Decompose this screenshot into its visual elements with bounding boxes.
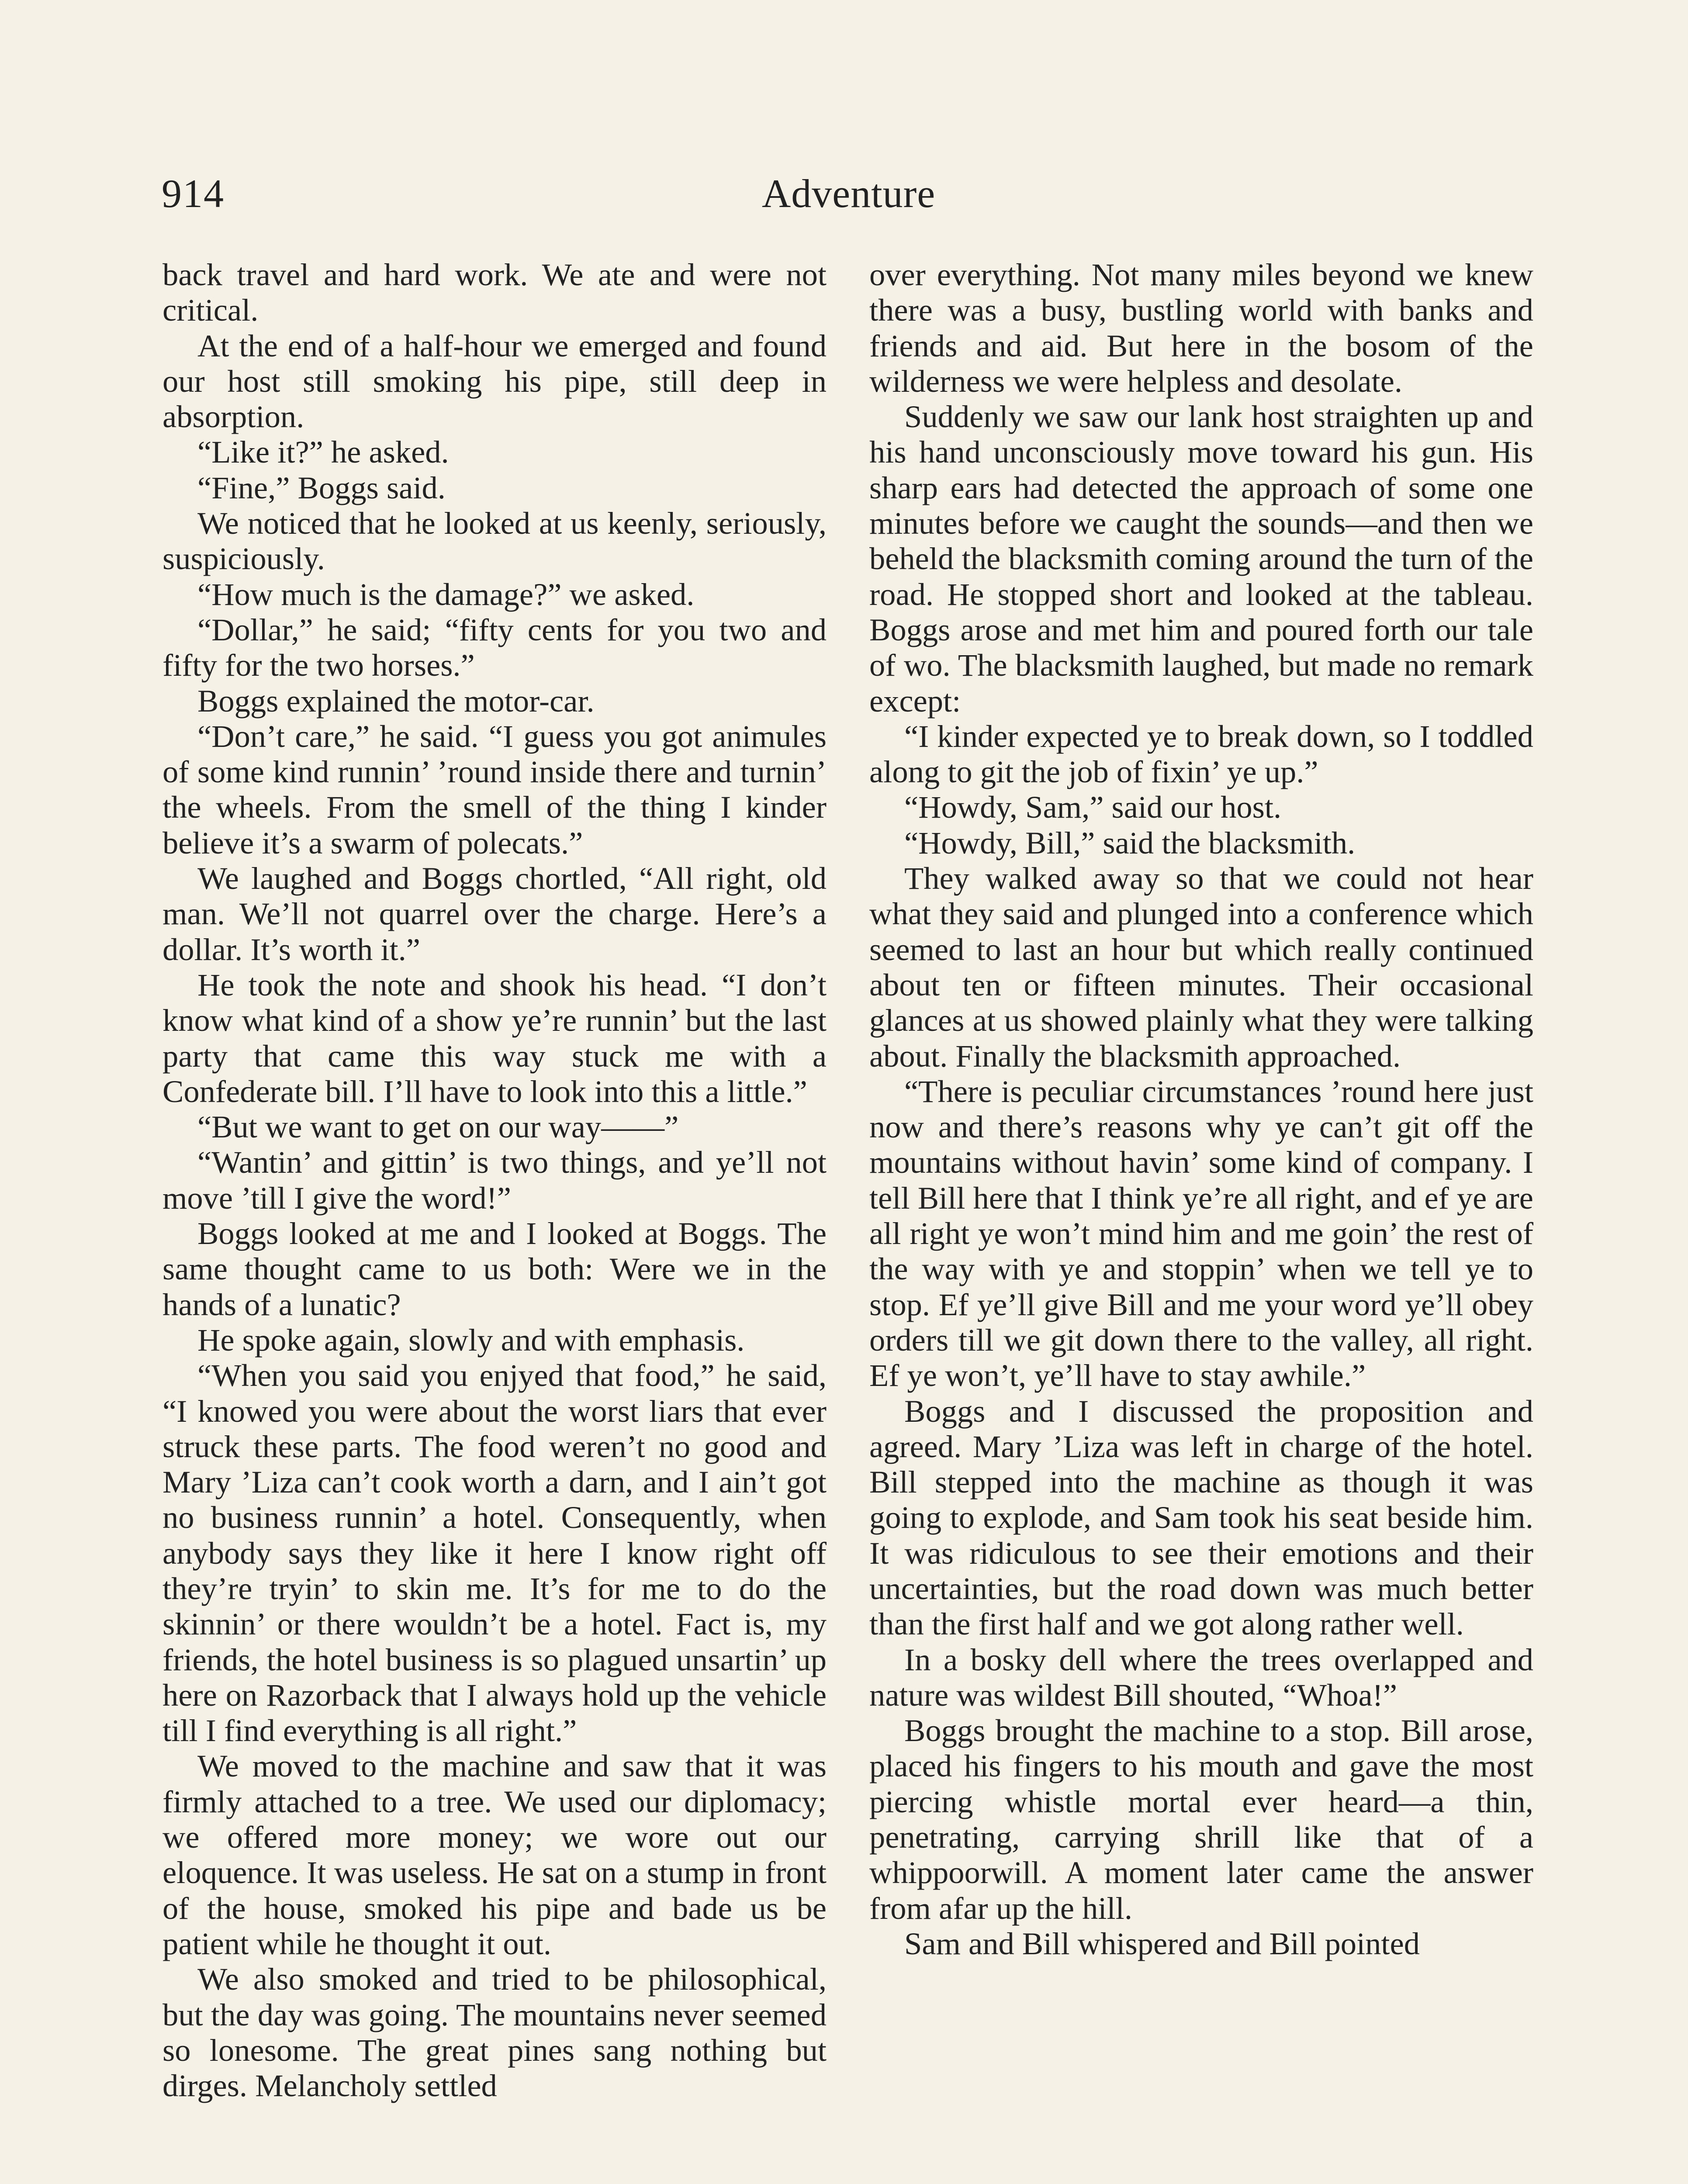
paragraph: At the end of a half-hour we emerged and found our host still smoking his pipe, still deep in absorption. [163, 328, 827, 435]
paragraph: We moved to the machine and saw that it was firmly attached to a tree. We used our diplomacy; we offered more money; we wore out our eloquence. It was useless. He sat on a stump in front of the house, smoked his pipe and bade us be patient while he thought it out. [163, 1748, 827, 1961]
paragraph: “Fine,” Boggs said. [197, 470, 446, 505]
paragraph: Boggs looked at me and I looked at Boggs. The same thought came to us both: Were we in the hands of a lunatic? [163, 1216, 827, 1322]
paragraph: Boggs and I discussed the proposition and agreed. Mary ’Liza was left in charge of the hotel. Bill stepped into the machine as though it was going to explode, and Sam took his seat beside him. It was ridiculous to see their emotions and their uncertainties, but the road down was much better than the first half and we got along rather well. [869, 1393, 1533, 1642]
paragraph: “Dollar,” he said; “fifty cents for you two and fifty for the two horses.” [163, 612, 827, 683]
paragraph: “Like it?” he asked. [197, 434, 449, 470]
paragraph: “Don’t care,” he said. “I guess you got animules of some kind runnin’ ’round inside there and turnin’ the wheels. From the smell of the thing I kinder believe it’s a swarm of polecats.” [163, 718, 827, 860]
page-header [162, 170, 1536, 223]
paragraph: “How much is the damage?” we asked. [197, 576, 695, 612]
paragraph: “But we want to get on our way——” [197, 1109, 679, 1145]
paragraph: We also smoked and tried to be philosophical, but the day was going. The mountains never seemed so lonesome. The great pines sang nothing but dirges. Melancholy settled [163, 1961, 827, 2104]
paragraph: Suddenly we saw our lank host straighten up and his hand unconsciously move toward his gun. His sharp ears had detected the approach of some one minutes before we caught the sounds—and then we beheld the blacksmith coming around the turn of the road. He stopped short and looked at the tableau. Boggs arose and met him and poured forth our tale of wo. The blacksmith laughed, but made no remark except: [869, 399, 1533, 719]
paragraph: “When you said you enjyed that food,” he said, “I knowed you were about the worst liars that ever struck these parts. The food weren’t no good and Mary ’Liza can’t cook worth a darn, and I ain’t got no business runnin’ a hotel. Consequently, when anybody says they like it here I know right off they’re tryin’ to skin me. It’s for me to do the skinnin’ or there wouldn’t be a hotel. Fact is, my friends, the hotel business is so plagued unsartin’ up here on Razorback that I always hold up the vehicle till I find everything is all right.” [163, 1358, 827, 1749]
paragraph: “I kinder expected ye to break down, so I toddled along to git the job of fixin’ ye up.” [869, 718, 1533, 790]
paragraph: They walked away so that we could not hear what they said and plunged into a conference which seemed to last an hour but which really continued about ten or fifteen minutes. Their occasional glances at us showed plainly what they were talking about. Finally the blacksmith approached. [869, 860, 1533, 1074]
paragraph: back travel and hard work. We ate and were not critical. [163, 257, 827, 328]
running-title: Adventure [761, 171, 936, 216]
right-column [869, 257, 1533, 1961]
paragraph: Boggs explained the motor-car. [197, 683, 595, 719]
paragraph: In a bosky dell where the trees overlapped and nature was wildest Bill shouted, “Whoa!” [869, 1641, 1533, 1713]
paragraph: “Howdy, Bill,” said the blacksmith. [904, 825, 1356, 860]
left-column [163, 257, 827, 2103]
paragraph: Sam and Bill whispered and Bill pointed [904, 1925, 1420, 1961]
paragraph: Boggs brought the machine to a stop. Bill arose, placed his fingers to his mouth and gave the most piercing whistle mortal ever heard—a thin, penetrating, carrying shrill like that of a whippoorwill. A moment later came the answer from afar up the hill. [869, 1713, 1533, 1926]
paragraph: We noticed that he looked at us keenly, seriously, suspiciously. [163, 505, 827, 577]
paragraph: He spoke again, slowly and with emphasis. [197, 1322, 745, 1358]
paragraph: “Howdy, Sam,” said our host. [904, 789, 1282, 825]
paragraph: We laughed and Boggs chortled, “All right, old man. We’ll not quarrel over the charge. Here’s a dollar. It’s worth it.” [163, 860, 827, 967]
paragraph: “There is peculiar circumstances ’round here just now and there’s reasons why ye can’t git off the mountains without havin’ some kind of company. I tell Bill here that I think ye’re all right, and ef ye are all right ye won’t mind him and me goin’ the rest of the way with ye and stoppin’ when we tell ye to stop. Ef ye’ll give Bill and me your word ye’ll obey orders till we git down there to the valley, all right. Ef ye won’t, ye’ll have to stay awhile.” [869, 1073, 1533, 1393]
paragraph: “Wantin’ and gittin’ is two things, and ye’ll not move ’till I give the word!” [163, 1144, 827, 1216]
paragraph: over everything. Not many miles beyond we knew there was a busy, bustling world with banks and friends and aid. But here in the bosom of the wilderness we were helpless and desolate. [869, 257, 1533, 399]
page-number: 914 [162, 171, 225, 216]
paragraph: He took the note and shook his head. “I don’t know what kind of a show ye’re runnin’ but the last party that came this way stuck me with a Confederate bill. I’ll have to look into this a little.” [163, 967, 827, 1109]
